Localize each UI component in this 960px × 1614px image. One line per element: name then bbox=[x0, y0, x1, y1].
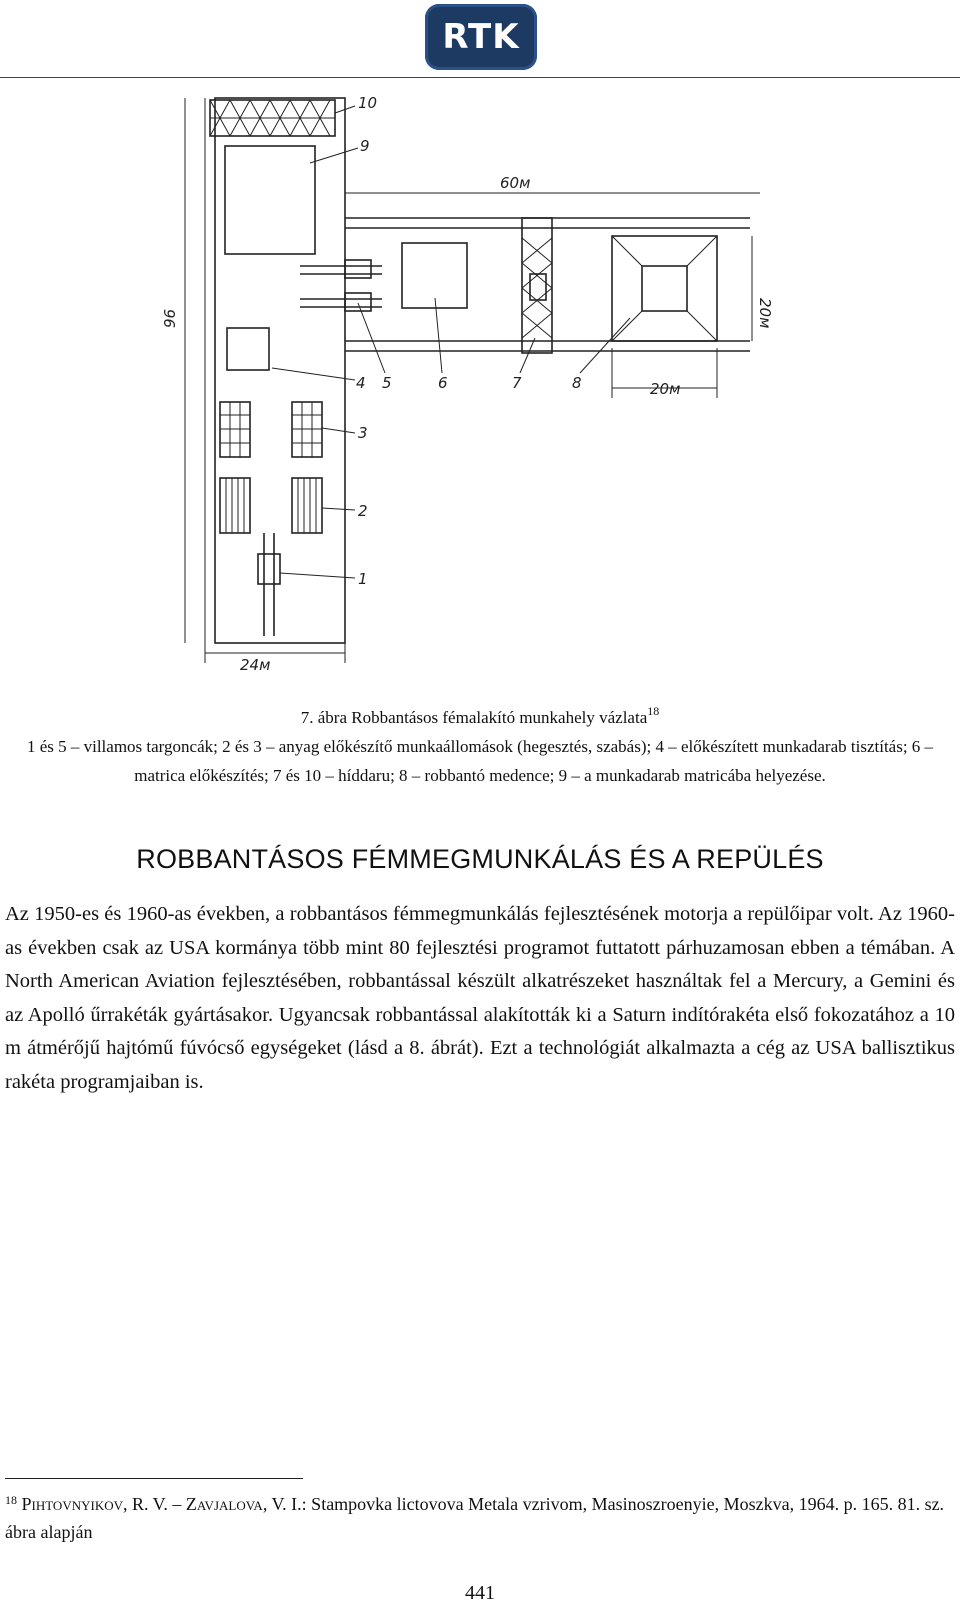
logo-text: RTK bbox=[442, 17, 520, 57]
crane-7-truss bbox=[522, 238, 552, 338]
footnote-number: 18 bbox=[5, 1493, 17, 1507]
figure-caption bbox=[20, 703, 940, 790]
station-2-lines bbox=[226, 478, 316, 533]
footnote bbox=[5, 1490, 955, 1546]
label-20m-horizontal: 20м bbox=[650, 380, 681, 398]
cart-1 bbox=[258, 554, 280, 584]
leader-lines bbox=[272, 106, 630, 578]
pool-8-inner bbox=[642, 266, 687, 311]
label-6: 6 bbox=[438, 374, 448, 392]
caption-footnote-ref[interactable]: 18 bbox=[647, 704, 660, 718]
label-3: 3 bbox=[358, 424, 368, 442]
area-6 bbox=[402, 243, 467, 308]
label-1: 1 bbox=[358, 570, 368, 588]
header-rule bbox=[0, 77, 960, 78]
area-9 bbox=[225, 146, 315, 254]
label-24m: 24м bbox=[240, 656, 271, 674]
footnote-citation: , V. I.: Stampovka lictovova Metala vzrivom, Masinoszroenyie, Moszkva, 1964. p. 165. 81. sz. ábra alapján bbox=[5, 1494, 945, 1542]
workshop-diagram bbox=[160, 88, 820, 688]
caption-legend: 1 és 5 – villamos targoncák; 2 és 3 – anyag előkészítő munkaállomások (hegesztés, szabás); 4 – előkészített munkadarab tisztítás; 6 – matrica előkészítés; 7 és 10 – híddaru; 8 – robbantó medence; 9 – a munkadarab matricába helyezése. bbox=[26, 737, 934, 785]
page-header bbox=[0, 0, 960, 78]
label-9: 9 bbox=[360, 137, 370, 155]
footnote-initials-1: , R. V. – bbox=[122, 1494, 186, 1514]
caption-title-line bbox=[20, 703, 940, 732]
cart-5-lower bbox=[345, 293, 371, 311]
station-2-right bbox=[292, 478, 322, 533]
label-96: 96 bbox=[161, 308, 179, 328]
footnote-author-1: Pihtovnyikov bbox=[21, 1494, 123, 1514]
footnote-rule bbox=[5, 1478, 303, 1479]
caption-title: 7. ábra Robbantásos fémalakító munkahely vázlata bbox=[300, 708, 648, 727]
area-4 bbox=[227, 328, 269, 370]
footnote-author-2: Zavjalova bbox=[185, 1494, 263, 1514]
crane-7 bbox=[522, 218, 552, 353]
station-3-grid bbox=[220, 402, 322, 457]
label-4: 4 bbox=[356, 374, 366, 392]
section-title: ROBBANTÁSOS FÉMMEGMUNKÁLÁS ÉS A REPÜLÉS bbox=[136, 844, 824, 874]
station-2-left bbox=[220, 478, 250, 533]
diagram-svg bbox=[160, 88, 820, 688]
rtk-logo bbox=[425, 4, 537, 70]
label-60m: 60м bbox=[500, 174, 531, 192]
body-paragraph: Az 1950-es és 1960-as években, a robbantásos fémmegmunkálás fejlesztésének motorja a repülőipar volt. Az 1960-as években csak az USA kormánya több mint 80 fejlesztési programot futtatott párhuzamosan ebben a témában. A North American Aviation fejlesztésében, robbantással készült alkatrészeket használtak fel a Mercury, a Gemini és az Apolló űrrakéták gyártásakor. Ugyancsak robbantással alakították ki a Saturn indítórakéta első fokozatához a 10 m átmérőjű hajtómű fúvócső egységeket (lásd a 8. ábrát). Ezt a technológiát alkalmazta a cég az USA ballisztikus rakéta programjaiban is. bbox=[5, 903, 955, 1093]
label-2: 2 bbox=[358, 502, 368, 520]
label-10: 10 bbox=[358, 94, 378, 112]
cart-5-upper bbox=[345, 260, 371, 278]
pool-8-slopes bbox=[612, 236, 717, 341]
label-7: 7 bbox=[512, 374, 522, 392]
label-20m-vertical: 20м bbox=[756, 298, 774, 329]
page-number: 441 bbox=[465, 1582, 495, 1604]
label-5: 5 bbox=[382, 374, 392, 392]
label-8: 8 bbox=[572, 374, 582, 392]
